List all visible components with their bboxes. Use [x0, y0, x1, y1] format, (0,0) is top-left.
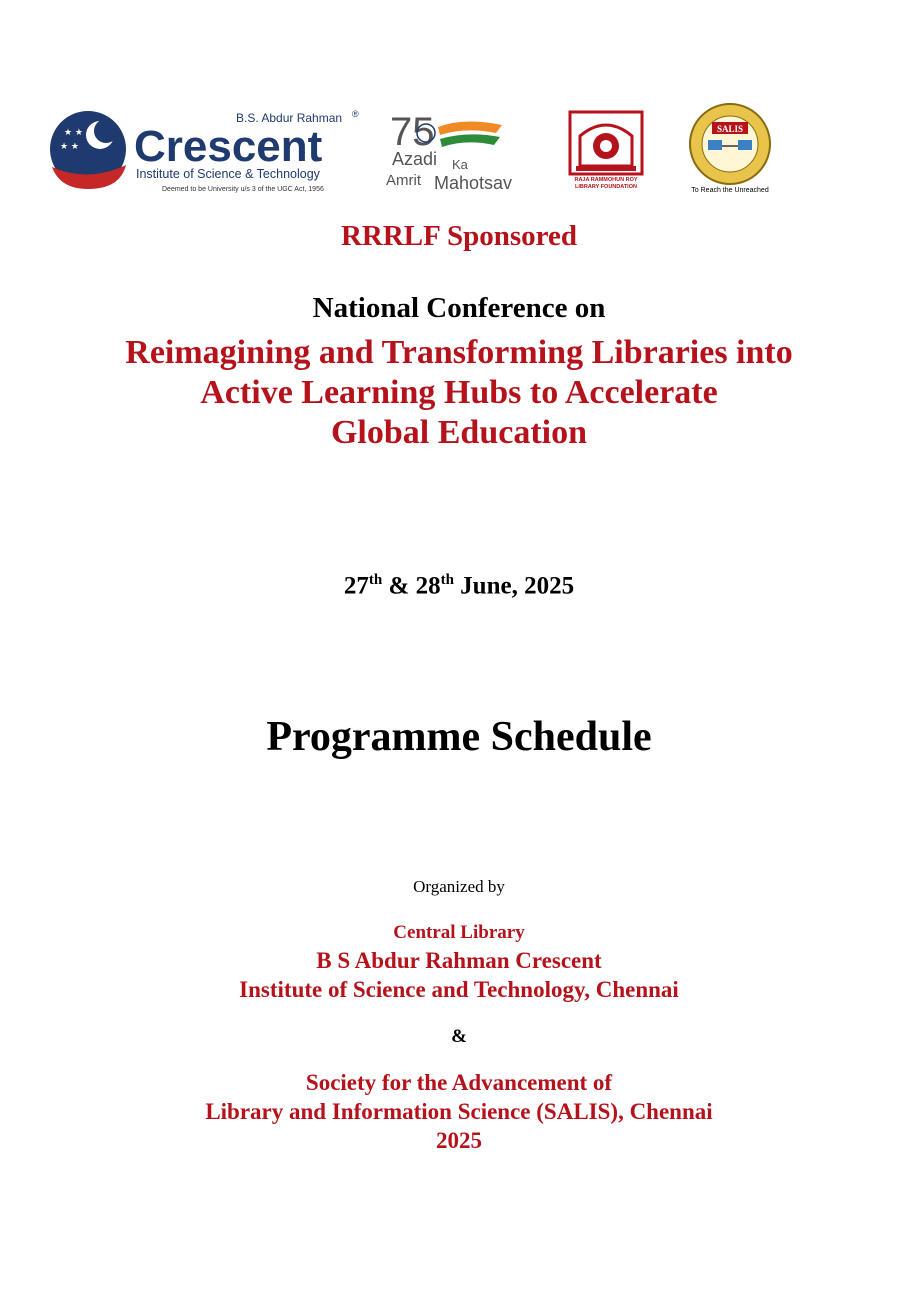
conference-intro: National Conference on	[312, 292, 606, 324]
conference-title-line: Reimagining and Transforming Libraries into	[125, 334, 793, 371]
organizer2-line: Society for the Advancement of	[305, 1070, 613, 1095]
date-amp: &	[388, 572, 410, 600]
svg-text:LIBRARY FOUNDATION: LIBRARY FOUNDATION	[575, 184, 637, 190]
svg-text:Azadi: Azadi	[392, 149, 438, 169]
conference-title-line: Global Education	[330, 414, 587, 451]
organizer1-line: B S Abdur Rahman Crescent	[316, 948, 602, 973]
svg-text:Crescent: Crescent	[134, 122, 323, 171]
rrrlf-foundation-logo	[568, 110, 644, 190]
svg-text:Amrit: Amrit	[386, 172, 421, 189]
svg-text:Mahotsav: Mahotsav	[434, 173, 513, 193]
organizer1-library: Central Library	[393, 922, 525, 943]
conference-date	[0, 572, 918, 600]
svg-text:Ka: Ka	[452, 157, 468, 172]
organizer1-institute	[0, 946, 918, 1004]
svg-text:®: ®	[352, 109, 359, 119]
sponsor-line: RRRLF Sponsored	[340, 220, 578, 252]
crescent-institute-logo	[50, 105, 362, 197]
conference-title	[0, 333, 918, 453]
svg-text:★ ★: ★ ★	[64, 128, 83, 138]
svg-text:Deemed to be University u/s 3: Deemed to be University u/s 3 of the UGC Act, 1956	[162, 186, 324, 193]
svg-text:Institute of Science & Technol: Institute of Science & Technology	[136, 167, 320, 181]
salis-society-logo	[682, 102, 782, 194]
organizer2-society	[0, 1068, 918, 1155]
svg-text:SALIS: SALIS	[716, 124, 744, 134]
svg-text:RAJA RAMMOHUN ROY: RAJA RAMMOHUN ROY	[574, 177, 638, 183]
conference-title-line: Active Learning Hubs to Accelerate	[200, 374, 718, 411]
organizer1-line: Institute of Science and Technology, Chennai	[239, 977, 679, 1002]
svg-text:To Reach the Unreached: To Reach the Unreached	[691, 187, 769, 194]
svg-text:75: 75	[390, 110, 435, 154]
page-title: Programme Schedule	[266, 714, 652, 760]
organizer2-year: 2025	[436, 1128, 482, 1153]
date-sup2: th	[440, 572, 454, 588]
organized-by-label: Organized by	[413, 877, 505, 896]
organizer2-line: Library and Information Science (SALIS), Chennai	[205, 1099, 713, 1124]
date-day2: 28	[415, 572, 441, 600]
date-day1: 27	[343, 572, 369, 600]
date-sup1: th	[368, 572, 383, 588]
svg-text:★ ★: ★ ★	[60, 142, 79, 152]
svg-text:B.S. Abdur Rahman: B.S. Abdur Rahman	[236, 111, 343, 125]
date-rest: June, 2025	[460, 572, 575, 600]
azadi-ka-amrit-mahotsav-logo	[384, 105, 536, 193]
organizer-ampersand: &	[451, 1026, 467, 1047]
